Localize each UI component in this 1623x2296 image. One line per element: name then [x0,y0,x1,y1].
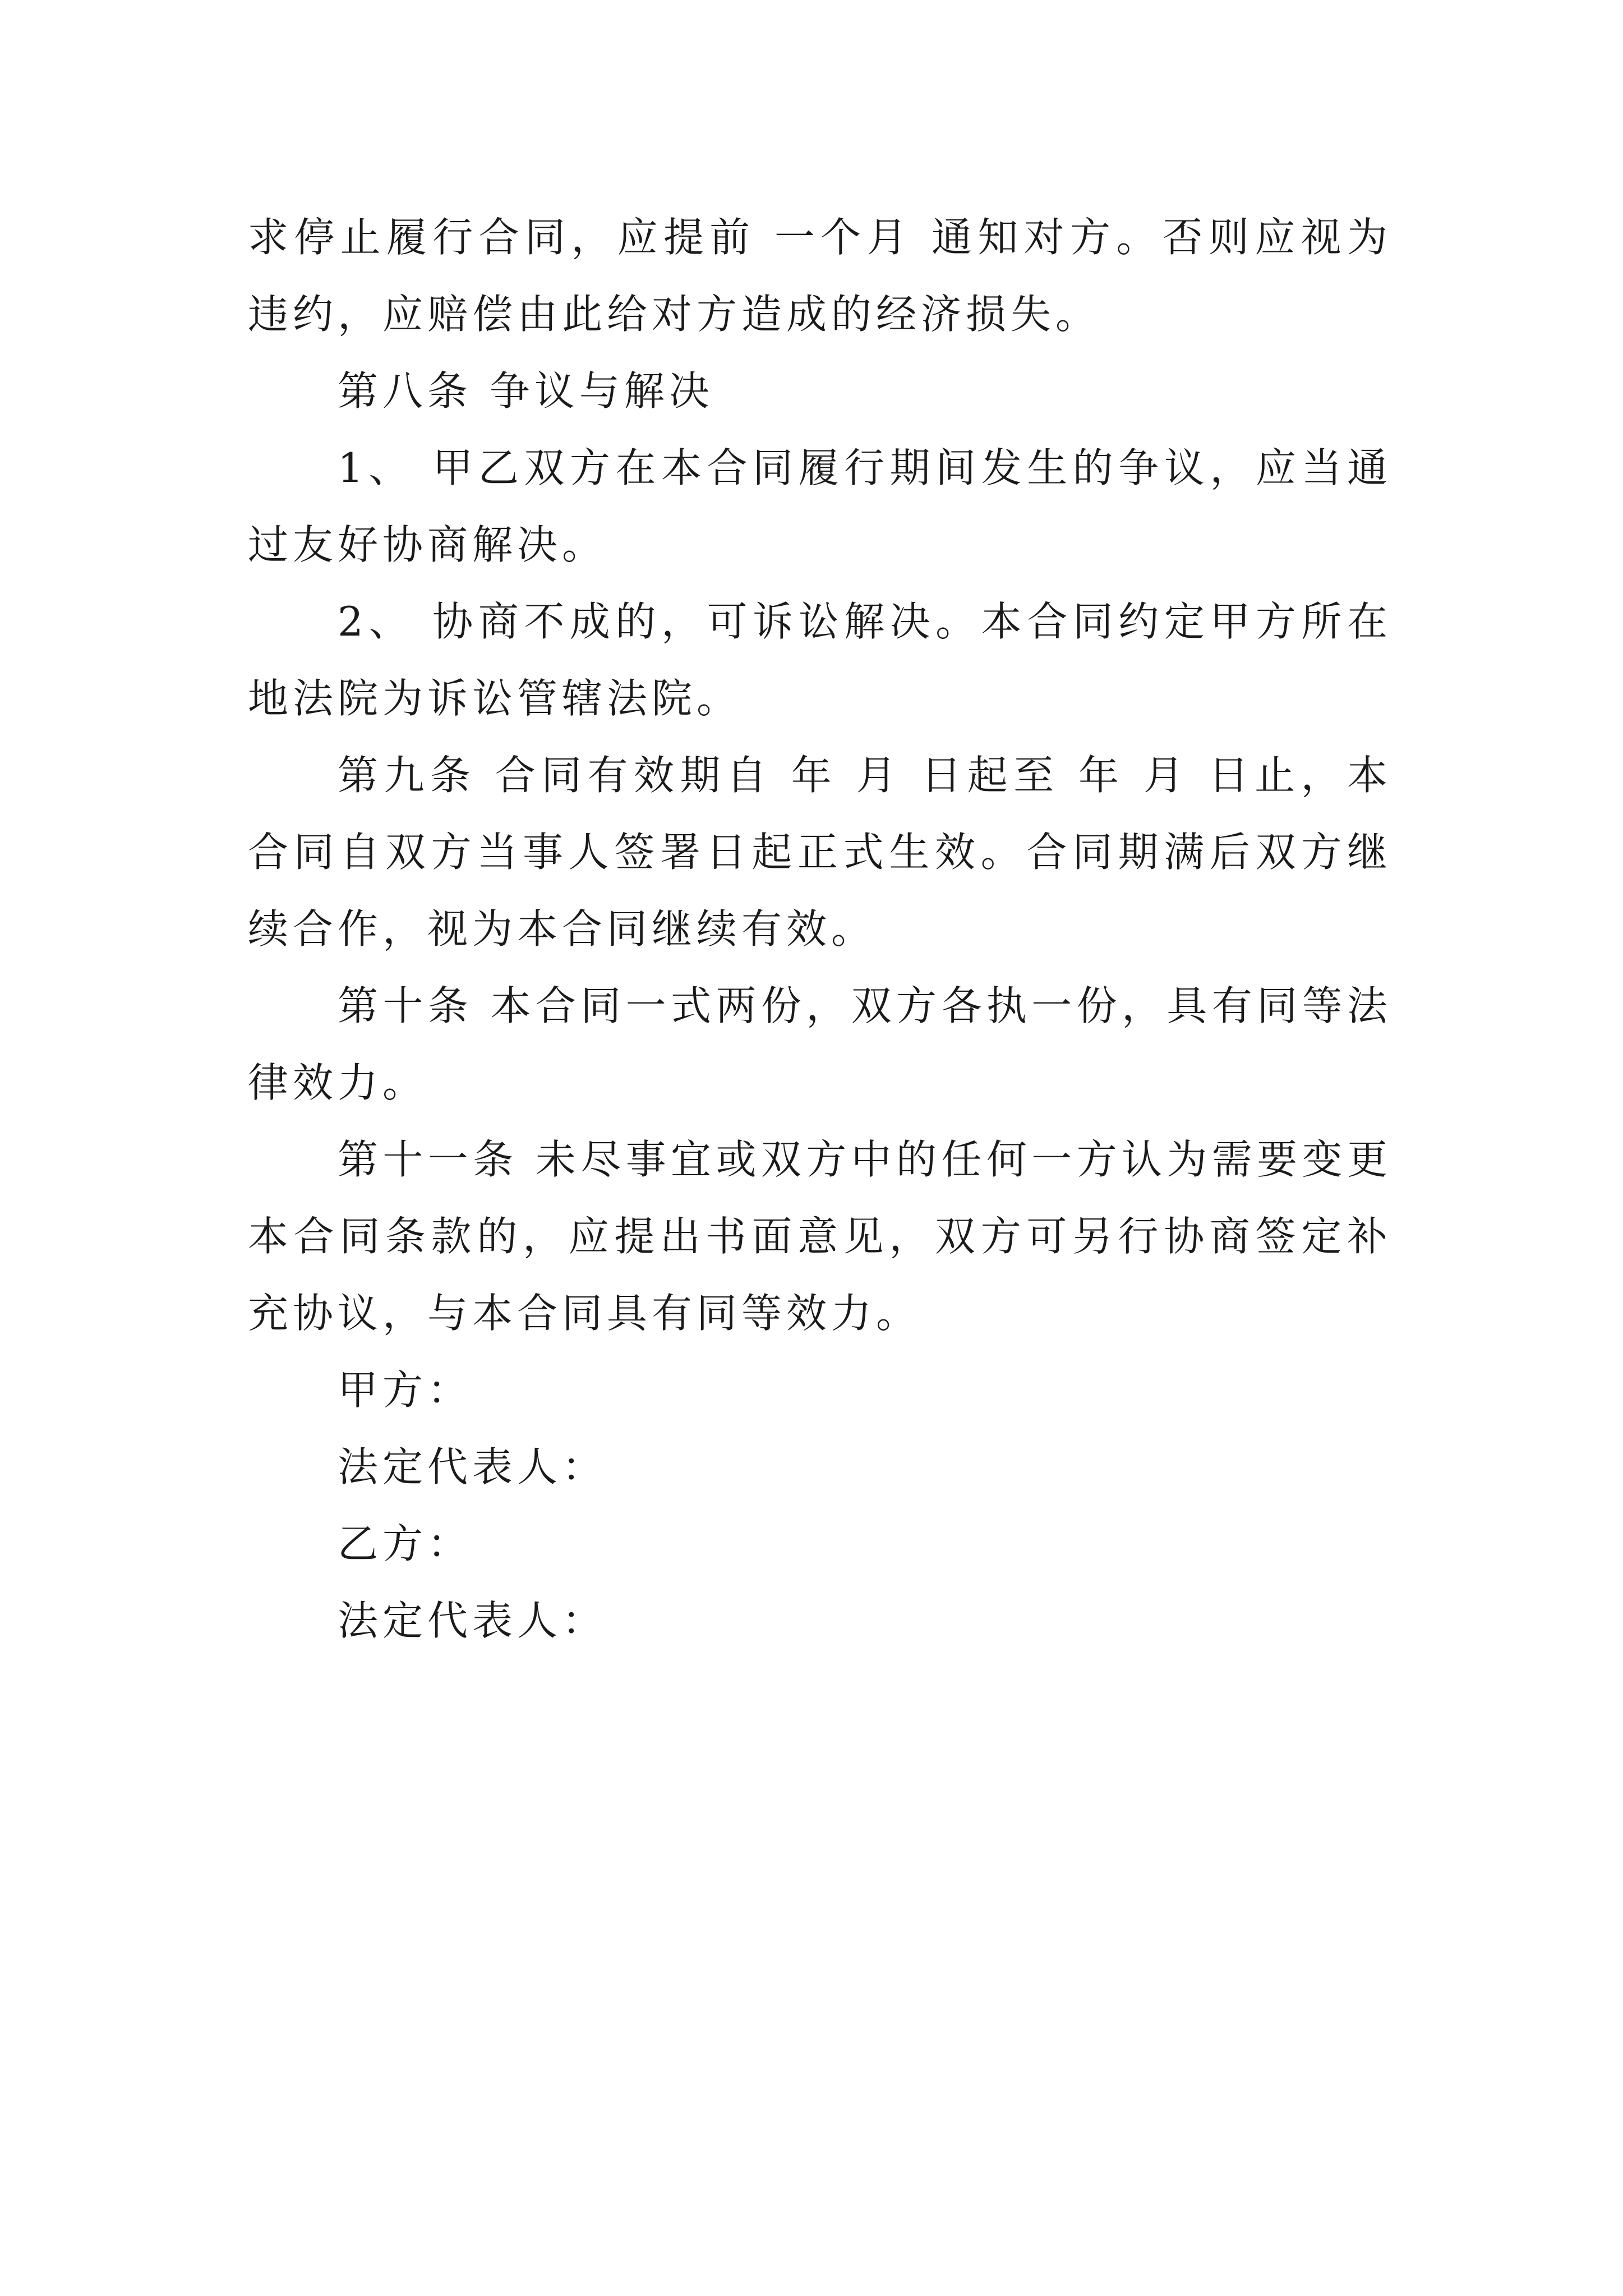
party-a-representative-label: 法定代表人： [338,1443,607,1490]
article-8-heading: 第八条 争议与解决 [338,367,714,415]
paragraph-continuation-termination: 求停止履行合同，应提前 一个月 通知对方。否则应视为违约，应赔偿由此给对方造成的经济损失。 [248,214,1392,338]
article-11: 第十一条 未尽事宜或双方中的任何一方认为需要变更本合同条款的，应提出书面意见，双方可另行协商签定补充协议，与本合同具有同等效力。 [248,1136,1392,1337]
contract-body [248,199,1392,1659]
article-8-clause-1: 1、 甲乙双方在本合同履行期间发生的争议，应当通过友好协商解决。 [248,444,1392,568]
party-a-label: 甲方： [338,1366,473,1414]
party-b-label: 乙方： [338,1520,473,1567]
article-10: 第十条 本合同一式两份，双方各执一份，具有同等法律效力。 [248,982,1392,1106]
article-9: 第九条 合同有效期自 年 月 日起至 年 月 日止，本合同自双方当事人签署日起正式生效。合同期满后双方继续合作，视为本合同继续有效。 [248,752,1392,953]
article-8-clause-2: 2、 协商不成的，可诉讼解决。本合同约定甲方所在地法院为诉讼管辖法院。 [248,598,1392,722]
party-b-representative-label: 法定代表人： [338,1597,607,1644]
